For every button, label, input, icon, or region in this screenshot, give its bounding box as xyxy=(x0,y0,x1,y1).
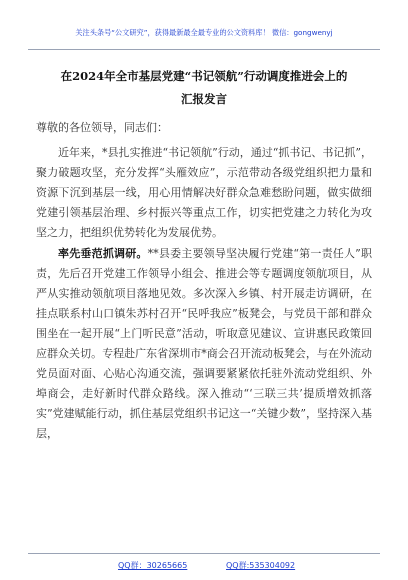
footer xyxy=(0,553,408,573)
header-divider xyxy=(28,49,380,50)
footer-divider xyxy=(28,553,380,554)
paragraph-intro-text: 近年来，*县扎实推进“书记领航”行动，通过“抓书记、书记抓”，聚力破题攻坚，充分发挥“头雁效应”，示范带动各级党组织把力量和资源下沉到基层一线，用心用情解决好群众急难愁盼问题，做实做细党建引领基层治理、乡村振兴等重点工作，切实把党建之力转化为攻坚之力，把组织优势转化为发展优势。 xyxy=(36,146,372,239)
paragraph-intro xyxy=(36,143,372,243)
paragraph-lead: 率先垂范抓调研。 xyxy=(58,247,148,260)
greeting: 尊敬的各位领导，同志们： xyxy=(36,121,168,134)
paragraph-research-body: **县委主要领导坚决履行党建“第一责任人”职责，先后召开党建工作领导小组会、推进会等专题调度领航项目，从严从实推动领航项目落地见效。多次深入乡镇、村开展走访调研，在挂点联系村山口镇朱苏村召开“民呼我应”板凳会，与党员干部和群众围坐在一起开展“上门听民意”活动，听取意见建议、宣讲惠民政策回应群众关切。专程赴广东省深圳市*商会召开流动板凳会，与在外流动党员面对面、心贴心沟通交流，强调要紧紧依托驻外流动党组织、外埠商会，走好新时代群众路线。深入推动“‘三联三共’提质增效抓落实”党建赋能行动，抓住基层党组织书记这一“关键少数”，坚持深入基层， xyxy=(36,247,373,440)
paragraph-research-text xyxy=(36,244,372,444)
qq-group-link-1[interactable]: QQ群：30265665 xyxy=(118,561,188,570)
document-title: 在2024年全市基层党建“书记领航”行动调度推进会上的 xyxy=(60,69,348,83)
promo-banner xyxy=(0,0,408,56)
promo-banner-text: 关注头条号“公文研究”，获得最新最全最专业的公文资料库！ 微信：gongwenyj xyxy=(75,28,333,37)
document-title-line2: 汇报发言 xyxy=(181,92,227,106)
paragraph-research xyxy=(36,244,372,444)
qq-group-link-2[interactable]: QQ群:535304092 xyxy=(226,561,296,570)
